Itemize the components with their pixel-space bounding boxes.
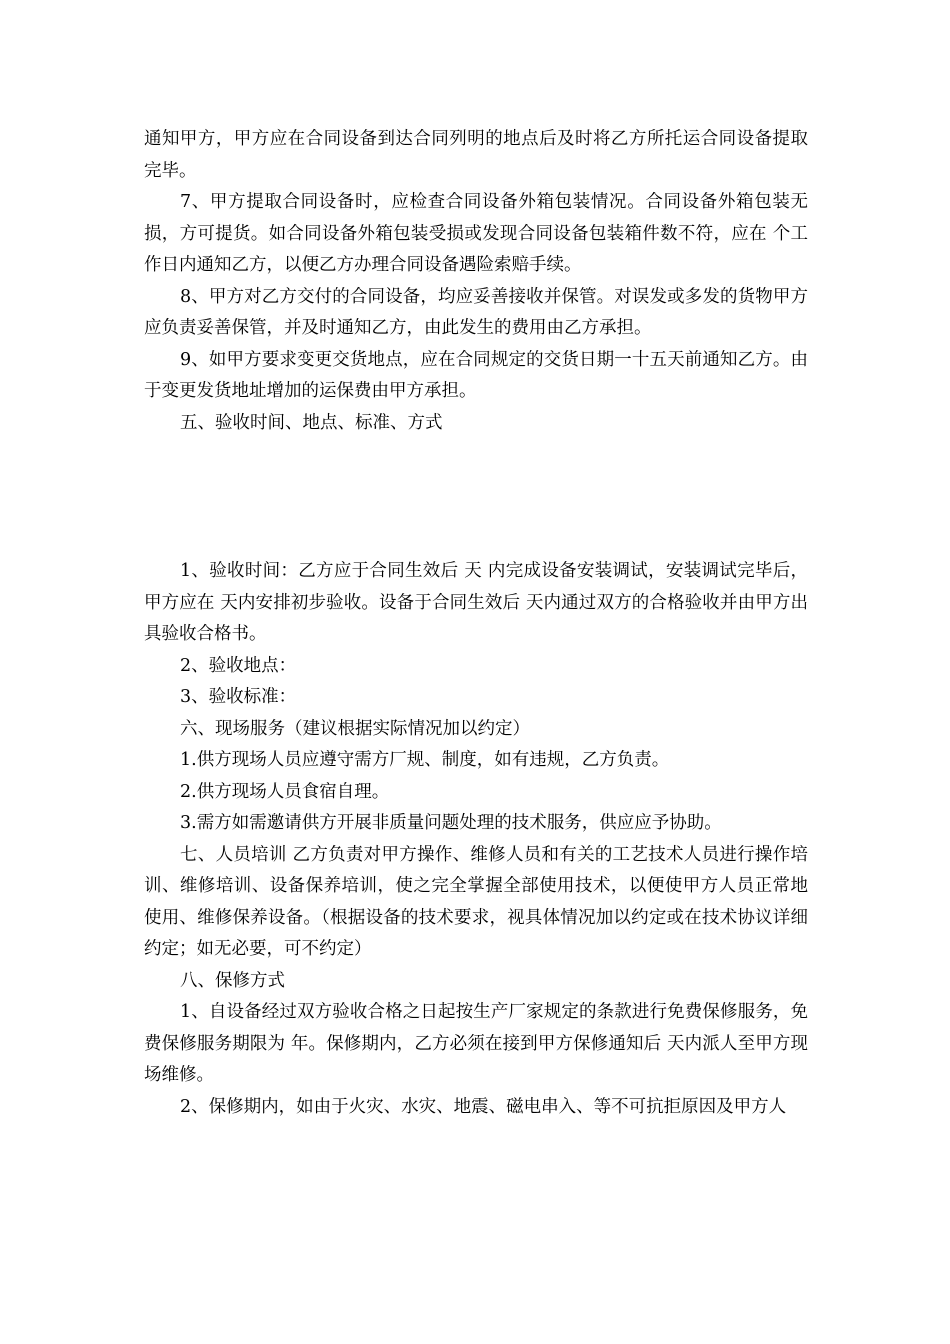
paragraph-item-9: 9、如甲方要求变更交货地点，应在合同规定的交货日期一十五天前通知乙方。由于变更发货地址增加的运保费由甲方承担。	[144, 349, 808, 401]
paragraph-continuation: 通知甲方，甲方应在合同设备到达合同列明的地点后及时将乙方所托运合同设备提取完毕。	[144, 129, 808, 181]
paragraph-onsite-1: 1.供方现场人员应遵守需方厂规、制度，如有违规，乙方负责。	[180, 750, 670, 770]
paragraph-acceptance-time: 1、验收时间：乙方应于合同生效后 天 内完成设备安装调试，安装调试完毕后，甲方应在 天内安排初步验收。设备于合同生效后 天内通过双方的合格验收并由甲方出具验收合格书。	[144, 561, 808, 644]
section-heading-7-training: 七、人员培训 乙方负责对甲方操作、维修人员和有关的工艺技术人员进行操作培训、维修培训、设备保养培训，使之完全掌握全部使用技术，以便使甲方人员正常地使用、维修保养设备。（根据设备的技术要求，视具体情况加以约定或在技术协议详细约定；如无必要，可不约定）	[144, 844, 808, 959]
paragraph-acceptance-standard: 3、验收标准：	[180, 687, 297, 707]
section-heading-6: 六、现场服务（建议根据实际情况加以约定）	[180, 718, 530, 739]
text-block-top	[144, 124, 808, 439]
paragraph-warranty-1: 1、自设备经过双方验收合格之日起按生产厂家规定的条款进行免费保修服务，免费保修服务期限为 年。保修期内，乙方必须在接到甲方保修通知后 天内派人至甲方现场维修。	[144, 1002, 808, 1085]
paragraph-acceptance-place: 2、验收地点：	[180, 655, 297, 676]
text-block-bottom	[144, 556, 808, 1123]
paragraph-onsite-2: 2.供方现场人员食宿自理。	[180, 781, 390, 802]
paragraph-item-7: 7、甲方提取合同设备时，应检查合同设备外箱包装情况。合同设备外箱包装无损，方可提货。如合同设备外箱包装受损或发现合同设备包装箱件数不符，应在 个工作日内通知乙方，以便乙方办理合同设备遇险索赔手续。	[144, 192, 808, 275]
paragraph-onsite-3: 3.需方如需邀请供方开展非质量问题处理的技术服务，供应应予协助。	[180, 813, 722, 833]
section-heading-5: 五、验收时间、地点、标准、方式	[180, 412, 443, 433]
paragraph-item-8: 8、甲方对乙方交付的合同设备，均应妥善接收并保管。对误发或多发的货物甲方应负责妥善保管，并及时通知乙方，由此发生的费用由乙方承担。	[144, 286, 808, 338]
section-heading-8: 八、保修方式	[180, 970, 285, 991]
paragraph-warranty-2: 2、保修期内，如由于火灾、水灾、地震、磁电串入、等不可抗拒原因及甲方人	[180, 1096, 787, 1117]
